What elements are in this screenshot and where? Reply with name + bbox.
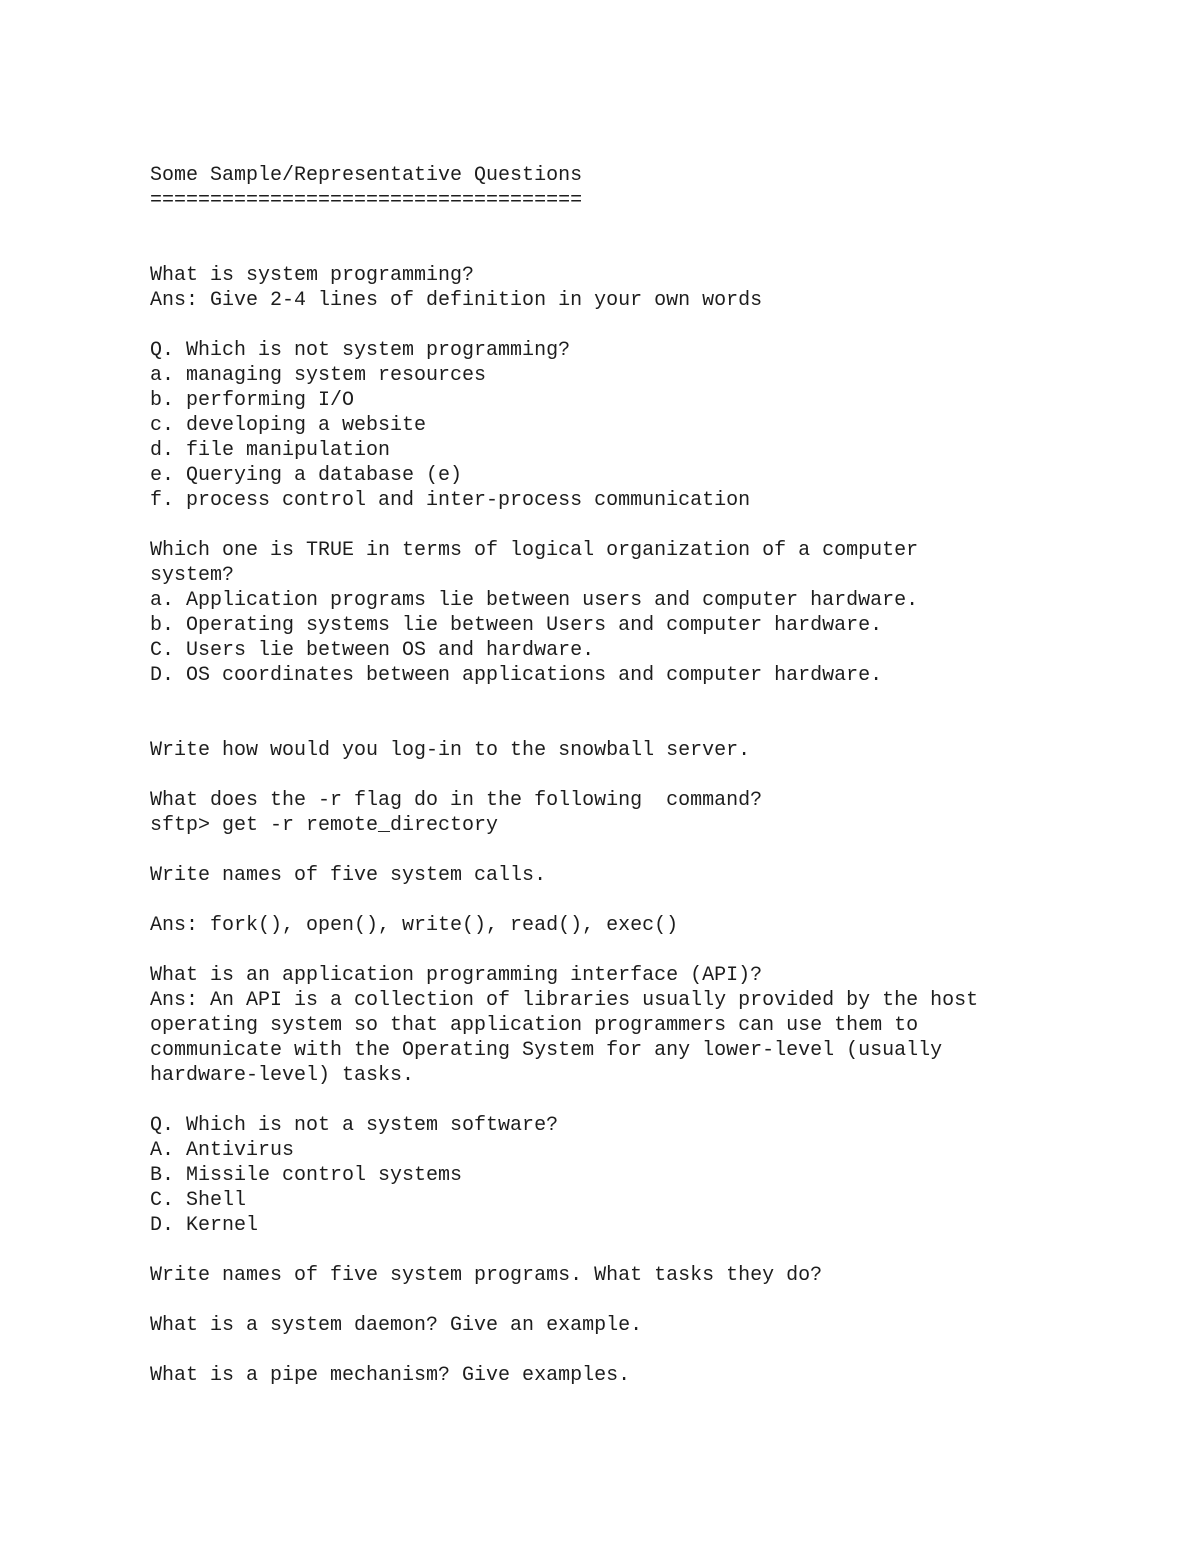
text-line: communicate with the Operating System for any lower-level (usually [150,1039,943,1062]
text-line: f. process control and inter-process communication [150,489,751,512]
text-line: a. managing system resources [150,364,487,387]
text-line: system? [150,564,235,587]
text-line [150,1338,1160,1363]
text-line: e. Querying a database (e) [150,464,463,487]
text-line: Write names of five system programs. What tasks they do? [150,1264,823,1287]
text-line: Some Sample/Representative Questions [150,164,583,187]
document-text [150,163,1160,1388]
text-line [150,1088,1160,1113]
text-line: Which one is TRUE in terms of logical organization of a computer [150,539,919,562]
text-line: C. Shell [150,1189,247,1212]
text-line [150,688,1160,713]
text-line: What is a system daemon? Give an example. [150,1314,643,1337]
text-line: a. Application programs lie between users and computer hardware. [150,589,919,612]
text-line [150,763,1160,788]
text-line [150,238,1160,263]
text-line [150,838,1160,863]
text-line: c. developing a website [150,414,427,437]
text-line [150,1238,1160,1263]
text-line: Write names of five system calls. [150,864,547,887]
text-line [150,513,1160,538]
text-line: D. OS coordinates between applications and computer hardware. [150,664,883,687]
text-line: Q. Which is not system programming? [150,339,571,362]
text-line: D. Kernel [150,1214,259,1237]
text-line: b. Operating systems lie between Users and computer hardware. [150,614,883,637]
text-line [150,713,1160,738]
text-line: b. performing I/O [150,389,355,412]
text-line: C. Users lie between OS and hardware. [150,639,595,662]
text-line [150,213,1160,238]
text-line: B. Missile control systems [150,1164,463,1187]
text-line [150,938,1160,963]
text-line [150,313,1160,338]
text-line: What does the -r flag do in the following command? [150,789,763,812]
text-line: d. file manipulation [150,439,391,462]
text-line: ==================================== [150,189,583,212]
text-line: What is an application programming interface (API)? [150,964,763,987]
text-line: Q. Which is not a system software? [150,1114,559,1137]
text-line: What is a pipe mechanism? Give examples. [150,1364,631,1387]
text-line: hardware-level) tasks. [150,1064,415,1087]
text-line: sftp> get -r remote_directory [150,814,499,837]
text-line: Ans: fork(), open(), write(), read(), exec() [150,914,679,937]
text-line [150,1288,1160,1313]
text-line: operating system so that application programmers can use them to [150,1014,919,1037]
text-line: Ans: An API is a collection of libraries usually provided by the host [150,989,979,1012]
text-line: What is system programming? [150,264,475,287]
text-line: A. Antivirus [150,1139,295,1162]
text-line: Write how would you log-in to the snowball server. [150,739,751,762]
text-line: Ans: Give 2-4 lines of definition in your own words [150,289,763,312]
text-line [150,888,1160,913]
